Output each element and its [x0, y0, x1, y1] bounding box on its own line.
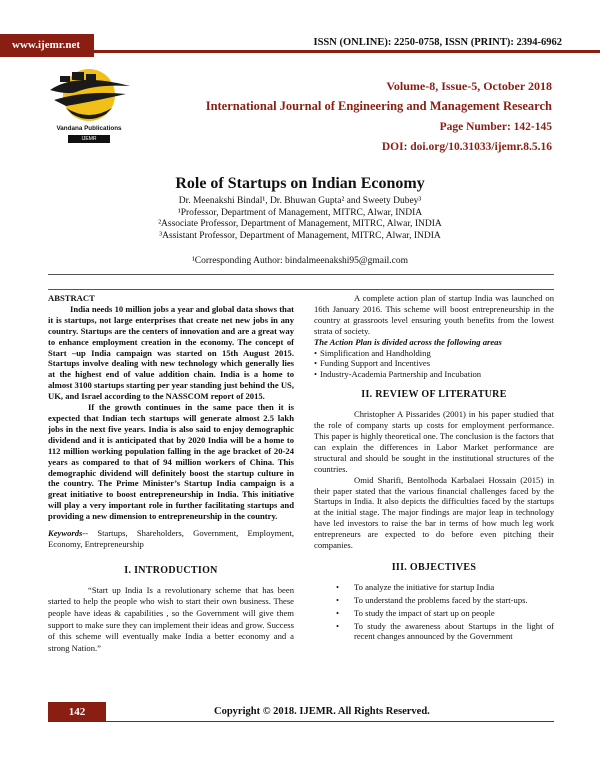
keywords-text: Startups, Shareholders, Government, Employment, Economy, Entrepreneurship [48, 528, 294, 549]
intro-text: “Start up India Is a revolutionary scheme that has been started to help the people who wish to start their own business. These people have ideas & capabilities , so the Government will give them support to make sure they can implement their ideas and grow. Success of this scheme will eventually make India a better economy and a strong Nation.” [48, 584, 294, 653]
copyright-text: Copyright © 2018. IJEMR. All Rights Reserved. [214, 706, 430, 717]
issn-text: ISSN (ONLINE): 2250-0758, ISSN (PRINT): 2394-6962 [313, 37, 562, 48]
logo-emblem-icon [46, 62, 132, 124]
objectives-list [314, 582, 554, 643]
footer-rule [106, 721, 554, 722]
divider-top [48, 274, 554, 275]
page-number: 142 [48, 702, 106, 722]
list-item: • To study the impact of start up on people [314, 608, 554, 619]
action-plan-text: A complete action plan of startup India was launched on 16th January 2016. This scheme will boost entrepreneurship in the country at grassroots level ensuring youth benefits from the lowest strata of society. [314, 293, 554, 336]
journal-name: International Journal of Engineering and Management Research [205, 99, 552, 113]
affiliation-3: ³Assistant Professor, Department of Management, MITRC, Alwar, INDIA [159, 230, 441, 241]
literature-para-1: Christopher A Pissarides (2001) in his paper studied that the role of company starts up costs for employment performance. This paper is highly theoretical one. The conclusion is the factors that can explain the differences in Labor Market performance are structural and should be sought in the institutional structures of the countries. [314, 409, 554, 474]
literature-para-2: Omid Sharifi, Bentolhoda Karbalaei Hossain (2015) in their paper stated that the various financial challenges faced by the Startups in India. It also depicts the difficulties faced by the startups at the initial stage. The major findings are major leap in technology have led investors to raise the bar in terms of how much leg work entrepreneurs are expected to do before even pitching their companies. [314, 474, 554, 551]
publisher-subtag: IJEMR [68, 135, 110, 143]
divider-bottom [48, 289, 554, 290]
author-block [0, 196, 600, 242]
list-item: • Simplification and Handholding [314, 348, 554, 359]
list-item: • To analyze the initiative for startup India [314, 582, 554, 593]
list-item: • To study the awareness about Startups in the light of recent changes announced by the Government [314, 621, 554, 643]
footer-bar [0, 702, 600, 722]
doi-line [206, 137, 552, 157]
abstract-para-2: If the growth continues in the same pace then it is expected that Indian tech startups will generate almost 2.5 lakh jobs in the next five years. India is also said to enjoy demographic dividend and it is anticipated that by 2020 India will be a home to 112 million working population falling in the age bracket of 20-24 years as compared to that of 94 million workers of China. This demographic dividend will definitely boost the startup culture in the country. The Prime Minister’s Startup India campaign is a great initiative to boost entrepreneurship in India. This initiative will play a very important role in further facilitating startups and providing a new dimension to entrepreneurship in the country. [48, 402, 294, 522]
list-item: • Industry-Academia Partnership and Incubation [314, 369, 554, 380]
right-column [314, 293, 554, 644]
header-bar [0, 34, 600, 57]
list-item: • To understand the problems faced by the start-ups. [314, 595, 554, 606]
action-plan-list [314, 348, 554, 381]
abstract-para-1: India needs 10 million jobs a year and global data shows that it is startups, not large enterprises that create net new jobs in any country. Startups are the centers of innovation and are a great way to enhance employment creation in the economy. The concept of Start –up India campaign was started on 15th August 2015. Startups involve dealing with new technology which generally lies at the highest end of value addition chain. India is a home to almost 3100 startups starting per year standing just behind the US, UK, and Israel according to the NASSCOM report of 2015. [48, 303, 294, 402]
publisher-logo [46, 62, 132, 148]
affiliation-1: ¹Professor, Department of Management, MITRC, Alwar, INDIA [177, 207, 423, 218]
volume-issue: Volume-8, Issue-5, October 2018 [386, 79, 552, 93]
doi-link[interactable]: doi.org/10.31033/ijemr.8.5.16 [410, 141, 552, 153]
authors-line: Dr. Meenakshi Bindal¹, Dr. Bhuwan Gupta² and Sweety Dubey³ [178, 196, 422, 206]
corresponding-author[interactable]: ¹Corresponding Author: bindalmeenakshi95@gmail.com [191, 256, 409, 266]
website-label[interactable]: www.ijemr.net [0, 34, 94, 57]
keywords [48, 528, 294, 550]
page-number-range: Page Number: 142-145 [439, 121, 552, 133]
paper-title: Role of Startups on Indian Economy [175, 175, 425, 192]
list-item: • Funding Support and Incentives [314, 358, 554, 369]
abstract-heading: ABSTRACT [48, 293, 95, 303]
journal-meta [206, 77, 552, 157]
affiliation-2: ²Associate Professor, Department of Management, MITRC, Alwar, INDIA [158, 219, 442, 229]
doi-label: DOI: [381, 141, 411, 153]
objectives-heading: III. OBJECTIVES [391, 561, 477, 573]
literature-heading: II. REVIEW OF LITERATURE [361, 389, 507, 401]
action-plan-heading: The Action Plan is divided across the following areas [314, 336, 502, 347]
intro-heading: I. INTRODUCTION [124, 564, 218, 576]
keywords-label: Keywords-- [48, 528, 89, 539]
publisher-name: Vandana Publications [56, 125, 122, 132]
header-rule [94, 50, 600, 53]
left-column [48, 293, 294, 654]
